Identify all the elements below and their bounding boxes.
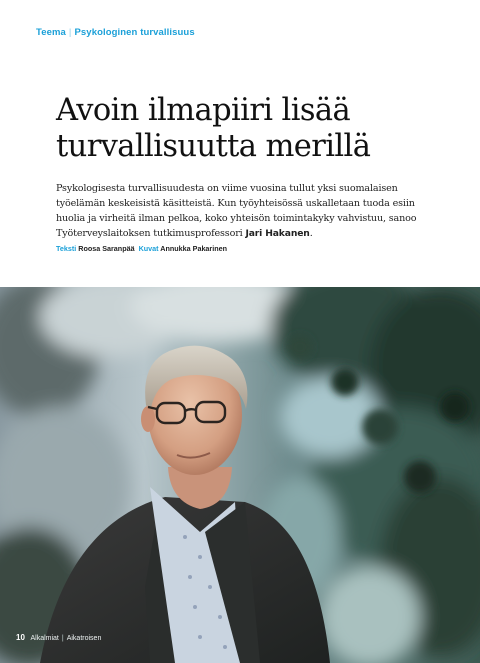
separator: | — [68, 27, 72, 38]
interviewee-name: Jari Hakanen — [245, 228, 310, 239]
magazine-name: Alkalmiat — [30, 635, 59, 642]
footer-section: Aikatroisen — [66, 635, 102, 642]
lead-line-2: työelämän keskeisistä käsitteistä. Kun työyhteisössä uskalletaan tuoda esiin — [56, 198, 415, 209]
footer-divider: | — [61, 635, 64, 642]
lead-line-4-text: Työterveyslaitoksen tutkimusprofessori — [56, 228, 246, 239]
photo-credit-name: Annukka Pakarinen — [160, 244, 228, 253]
photo-credit-label: Kuvat — [138, 244, 159, 253]
lead-end: . — [309, 228, 313, 239]
section-header — [36, 27, 195, 38]
lead-line-3: huolia ja virheitä ilman pelkoa, koko yhteisön toimintakyky vahvistuu, sanoo — [56, 213, 417, 224]
page-number: 10 — [16, 633, 25, 642]
text-credit-label: Teksti — [56, 244, 77, 253]
topic-label: Psykologinen turvallisuus — [74, 27, 195, 38]
article-title — [56, 93, 456, 165]
text-credit-name: Roosa Saranpää — [78, 244, 135, 253]
page-footer — [16, 633, 101, 642]
lead-paragraph — [56, 181, 436, 241]
portrait-photo — [0, 287, 480, 663]
lead-line-1: Psykologisesta turvallisuudesta on viime vuosina tullut yksi suomalaisen — [56, 183, 398, 194]
section-label: Teema — [36, 27, 66, 38]
title-line-1: Avoin ilmapiiri lisää — [56, 93, 351, 128]
title-line-2: turvallisuutta merillä — [56, 129, 371, 164]
byline — [56, 244, 227, 253]
lead-line-4 — [56, 226, 436, 241]
